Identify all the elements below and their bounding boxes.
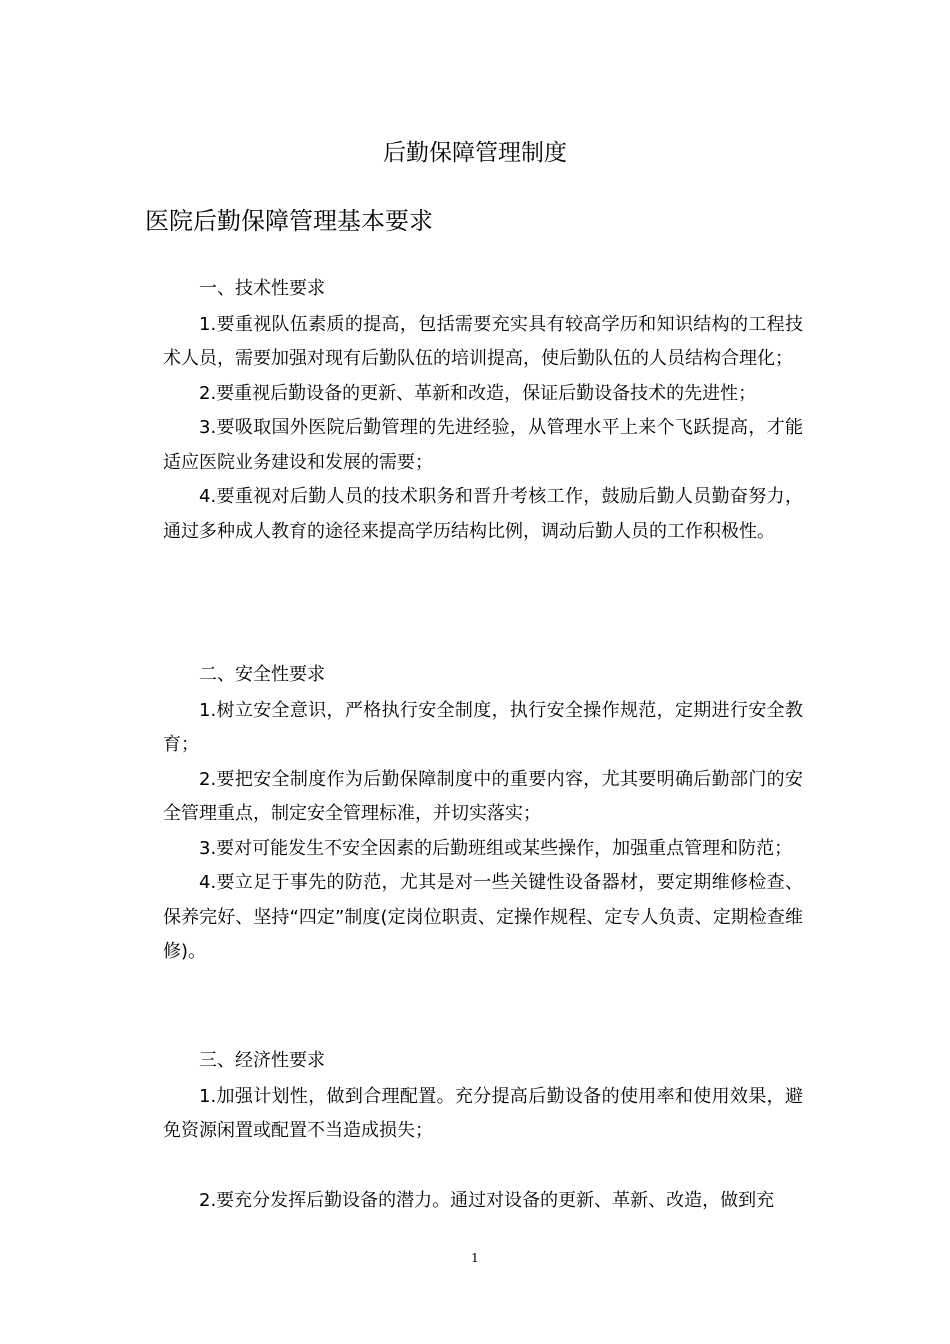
list-item: 1.加强计划性，做到合理配置。充分提高后勤设备的使用率和使用效果，避免资源闲置或配置不当造成损失； [163, 1085, 803, 1141]
list-item: 1.要重视队伍素质的提高，包括需要充实具有较高学历和知识结构的工程技术人员，需要加强对现有后勤队伍的培训提高，使后勤队伍的人员结构合理化； [163, 313, 803, 369]
list-item: 4.要立足于事先的防范，尤其是对一些关键性设备器材，要定期维修检查、保养完好、坚持“四定”制度(定岗位职责、定操作规程、定专人负责、定期检查维修)。 [163, 872, 803, 962]
list-item: 2.要把安全制度作为后勤保障制度中的重要内容，尤其要明确后勤部门的安全管理重点，制定安全管理标准，并切实落实； [163, 768, 803, 824]
section-safety [163, 658, 803, 970]
list-item: 3.要吸取国外医院后勤管理的先进经验，从管理水平上来个飞跃提高，才能适应医院业务建设和发展的需要； [163, 417, 803, 473]
section-heading: 三、经济性要求 [199, 1050, 325, 1071]
document-subtitle: 医院后勤保障管理基本要求 [145, 207, 433, 235]
section-economic [163, 1044, 803, 1149]
list-item: 1.树立安全意识，严格执行安全制度，执行安全操作规范，定期进行安全教育； [163, 699, 803, 755]
document-title: 后勤保障管理制度 [383, 140, 567, 166]
list-item: 2.要重视后勤设备的更新、革新和改造，保证后勤设备技术的先进性； [199, 382, 757, 404]
section-heading: 二、安全性要求 [199, 664, 325, 685]
page-number: 1 [471, 1251, 479, 1265]
list-item: 2.要充分发挥后勤设备的潜力。通过对设备的更新、革新、改造，做到充 [199, 1190, 775, 1211]
section-economic-continued [163, 1184, 803, 1219]
section-technical [163, 272, 803, 549]
list-item: 4.要重视对后勤人员的技术职务和晋升考核工作，鼓励后勤人员勤奋努力，通过多种成人教育的途径来提高学历结构比例，调动后勤人员的工作积极性。 [163, 486, 803, 542]
section-heading: 一、技术性要求 [199, 278, 325, 299]
list-item: 3.要对可能发生不安全因素的后勤班组或某些操作，加强重点管理和防范； [199, 837, 793, 859]
